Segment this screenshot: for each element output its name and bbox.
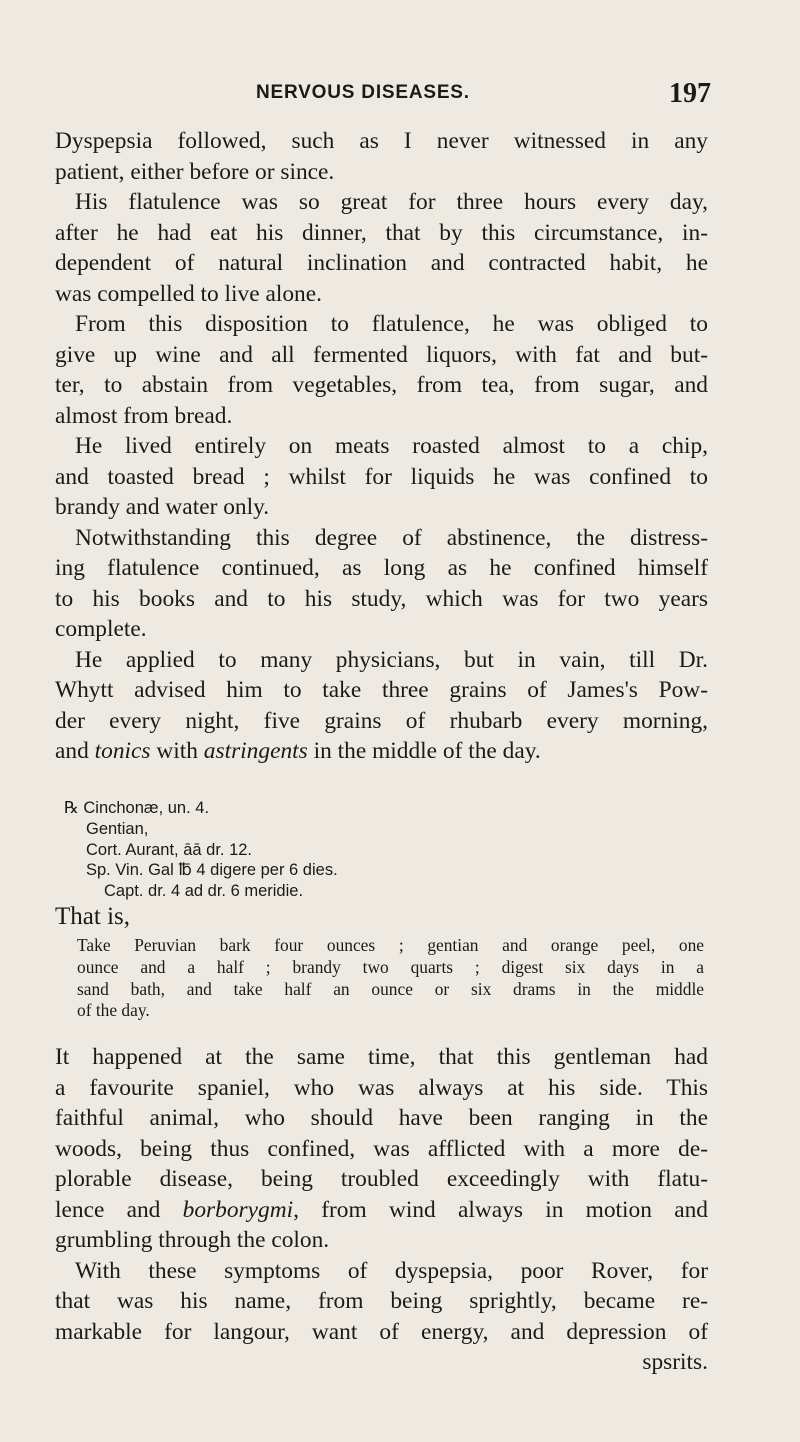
text-line: Dyspepsia followed, such as I never witnessed in any (55, 128, 708, 154)
text-line: He applied to many physicians, but in vain, till Dr. (75, 646, 708, 673)
translation-line: of the day. (77, 1000, 150, 1021)
body-text-bottom (55, 1042, 708, 1378)
latin-prescription (64, 798, 704, 902)
running-head: NERVOUS DISEASES. (256, 82, 470, 103)
italic-word-borborygmi: borborygmi (182, 1196, 294, 1223)
text-run: lence and (55, 1196, 183, 1223)
text-line: almost from bread. (55, 402, 233, 429)
text-line: a favourite spaniel, who was always at his side. This (55, 1074, 708, 1101)
that-is-heading: That is, (55, 903, 130, 930)
text-line: plorable disease, being troubled exceedingly with flatu- (55, 1166, 708, 1192)
text-line: ing flatulence continued, as long as he confined himself (55, 555, 708, 581)
text-line: markable for langour, want of energy, and depression of (55, 1318, 708, 1345)
text-line-tonics (55, 736, 708, 767)
text-line: after he had eat his dinner, that by this circumstance, in- (55, 219, 708, 246)
text-line: With these symptoms of dyspepsia, poor Rover, for (75, 1257, 708, 1284)
text-line: faithful animal, who should have been ranging in the (55, 1105, 708, 1131)
page-header (256, 80, 711, 120)
recipe-line: Cort. Aurant, āā dr. 12. (86, 840, 253, 859)
text-line: was compelled to live alone. (55, 280, 322, 307)
recipe-line: ℞ Cinchonæ, un. 4. (64, 799, 210, 817)
text-line: give up wine and all fermented liquors, with fat and but- (55, 341, 708, 368)
translation-line: sand bath, and take half an ounce or six drams in the middle (77, 978, 704, 999)
body-text-top (55, 126, 708, 767)
text-line: grumbling through the colon. (55, 1227, 330, 1253)
text-line: brandy and water only. (55, 494, 270, 520)
page-number: 197 (669, 78, 711, 109)
text-run: and (55, 738, 95, 764)
text-line: to his books and to his study, which was for two years (55, 585, 708, 612)
text-line: patient, either before or since. (55, 158, 335, 185)
text-line: Whytt advised him to take three grains of James's Pow- (55, 677, 708, 703)
text-run: in the middle of the day. (307, 738, 541, 764)
italic-word-tonics: tonics (94, 738, 151, 764)
translation-line: ounce and a half ; brandy two quarts ; digest six days in a (77, 956, 704, 977)
text-line: dependent of natural inclination and contracted habit, he (55, 250, 708, 276)
text-line: der every night, five grains of rhubarb every morning, (55, 707, 708, 734)
text-line: He lived entirely on meats roasted almost to a chip, (75, 433, 708, 459)
text-line: It happened at the same time, that this gentleman had (55, 1044, 708, 1070)
text-line: His flatulence was so great for three hours every day, (75, 189, 708, 215)
text-line: Notwithstanding this degree of abstinence, the distress- (75, 524, 708, 551)
translation-line: Take Peruvian bark four ounces ; gentian and orange peel, one (77, 935, 704, 955)
text-line: ter, to abstain from vegetables, from tea, from sugar, and (55, 372, 708, 398)
recipe-line: Gentian, (86, 819, 149, 838)
text-line: and toasted bread ; whilst for liquids he was confined to (55, 463, 708, 490)
recipe-line: Sp. Vin. Gal ℔ 4 digere per 6 dies. (86, 861, 338, 880)
text-line: woods, being thus confined, was afflicted with a more de- (55, 1135, 708, 1162)
text-run: , from wind always in motion and (293, 1196, 708, 1223)
italic-word-astringents: astringents (203, 738, 308, 764)
text-line: spsrits. (642, 1349, 708, 1375)
text-line-borborygmi (55, 1195, 708, 1226)
text-line: From this disposition to flatulence, he was obliged to (75, 311, 708, 337)
prescription-translation (77, 935, 704, 1022)
recipe-line: Capt. dr. 4 ad dr. 6 meridie. (104, 882, 304, 901)
text-run: with (150, 738, 204, 764)
text-line: that was his name, from being sprightly, became re- (55, 1288, 708, 1314)
text-line: complete. (55, 616, 147, 642)
